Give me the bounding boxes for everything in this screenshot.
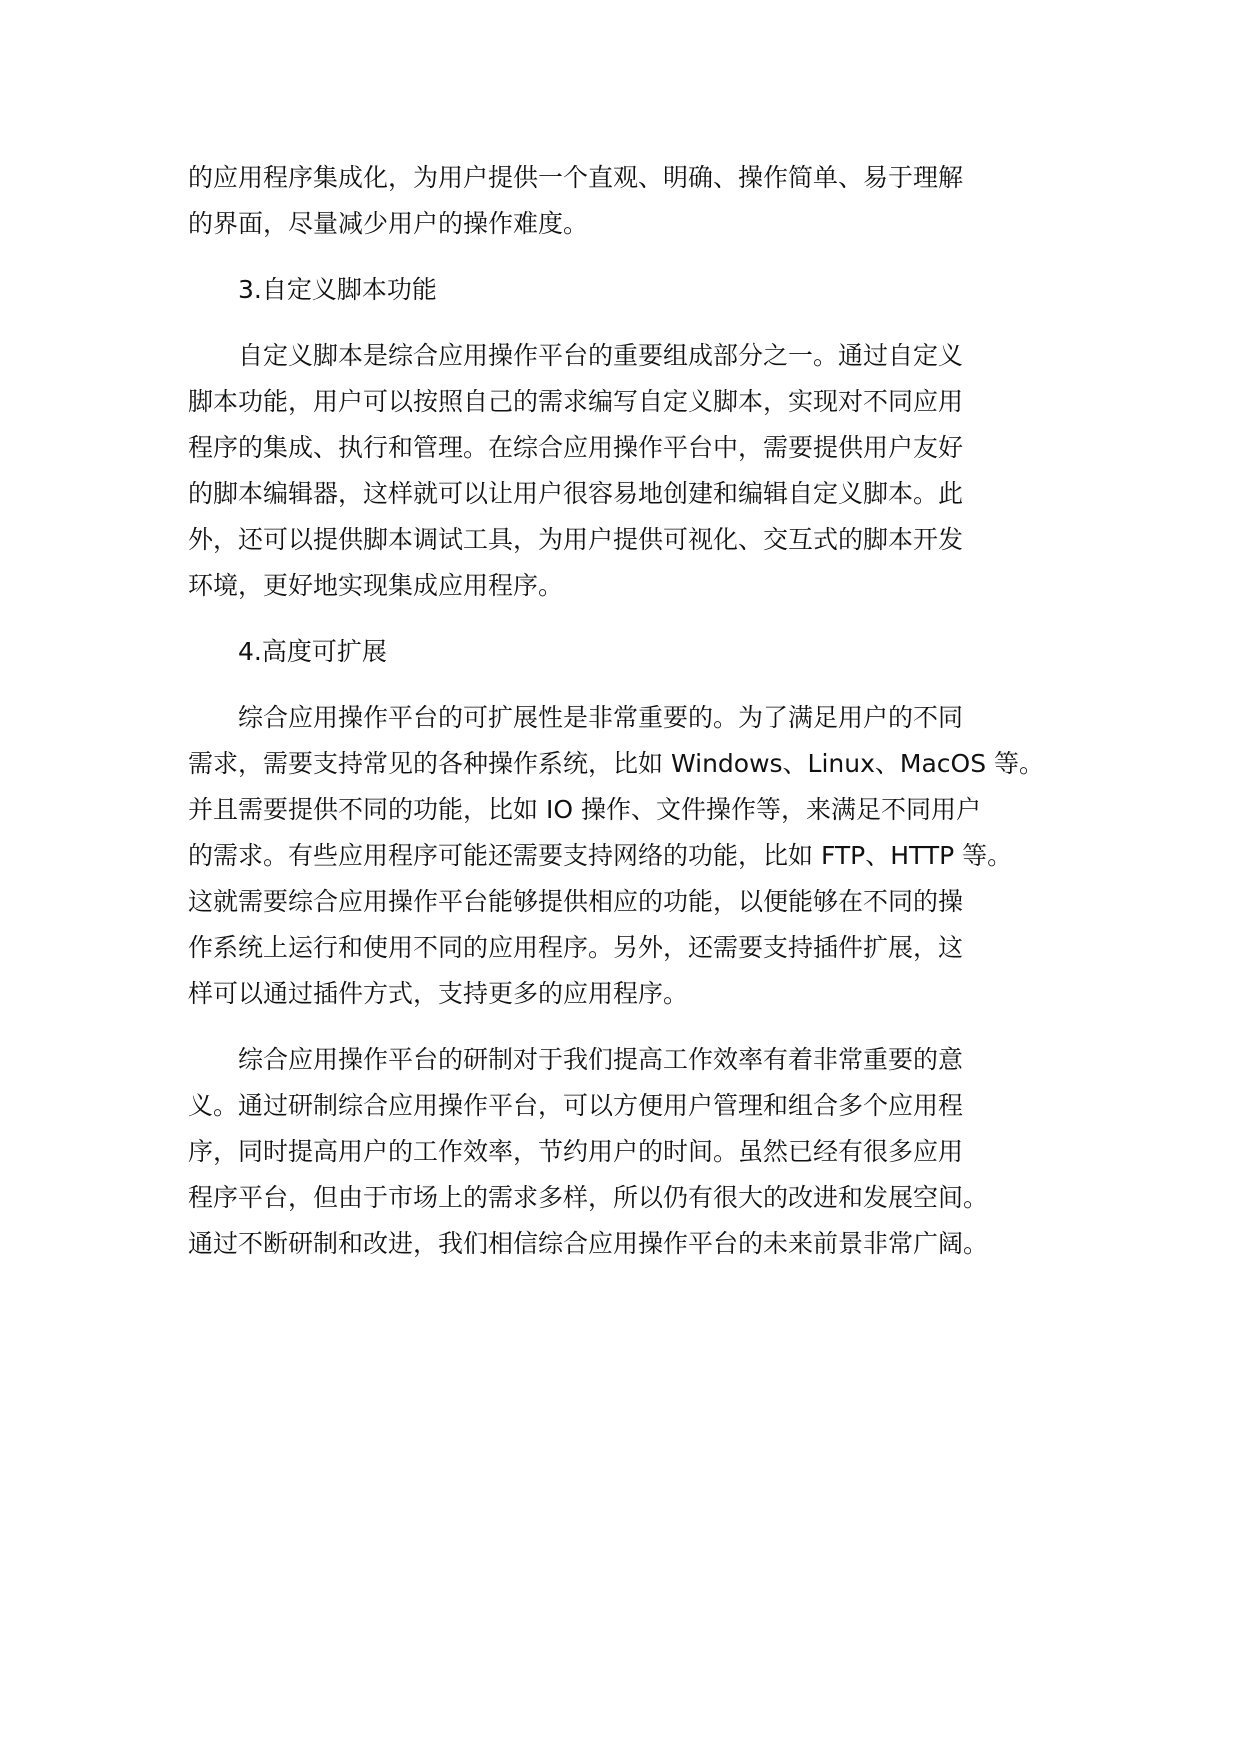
text-line: 的界面，尽量减少用户的操作难度。 xyxy=(188,209,589,238)
paragraph-custom-script xyxy=(188,333,1088,609)
text-line: 的应用程序集成化，为用户提供一个直观、明确、操作简单、易于理解 xyxy=(188,163,964,192)
text-line: 义。通过研制综合应用操作平台，可以方便用户管理和组合多个应用程 xyxy=(188,1091,964,1120)
text-line: 综合应用操作平台的研制对于我们提高工作效率有着非常重要的意 xyxy=(238,1045,964,1074)
paragraph-intro-continuation xyxy=(188,155,1088,247)
text-line: 作系统上运行和使用不同的应用程序。另外，还需要支持插件扩展，这 xyxy=(188,933,964,962)
text-line: 综合应用操作平台的可扩展性是非常重要的。为了满足用户的不同 xyxy=(238,703,964,732)
heading-text: 3.自定义脚本功能 xyxy=(238,275,437,304)
text-line: 外，还可以提供脚本调试工具，为用户提供可视化、交互式的脚本开发 xyxy=(188,525,964,554)
document-body xyxy=(188,155,1088,1287)
paragraph-extensibility xyxy=(188,695,1088,1017)
text-line: 环境，更好地实现集成应用程序。 xyxy=(188,571,564,600)
text-line: 的需求。有些应用程序可能还需要支持网络的功能，比如 FTP、HTTP 等。 xyxy=(188,841,1013,870)
paragraph-conclusion xyxy=(188,1037,1088,1267)
text-line: 样可以通过插件方式，支持更多的应用程序。 xyxy=(188,979,689,1008)
heading-text: 4.高度可扩展 xyxy=(238,637,387,666)
text-line: 自定义脚本是综合应用操作平台的重要组成部分之一。通过自定义 xyxy=(238,341,964,370)
text-line: 脚本功能，用户可以按照自己的需求编写自定义脚本，实现对不同应用 xyxy=(188,387,964,416)
section-heading-3 xyxy=(188,267,1088,313)
text-line: 通过不断研制和改进，我们相信综合应用操作平台的未来前景非常广阔。 xyxy=(188,1229,989,1258)
text-line: 的脚本编辑器，这样就可以让用户很容易地创建和编辑自定义脚本。此 xyxy=(188,479,964,508)
text-line: 并且需要提供不同的功能，比如 IO 操作、文件操作等，来满足不同用户 xyxy=(188,795,981,824)
text-line: 序，同时提高用户的工作效率，节约用户的时间。虽然已经有很多应用 xyxy=(188,1137,964,1166)
section-heading-4 xyxy=(188,629,1088,675)
text-line: 这就需要综合应用操作平台能够提供相应的功能，以便能够在不同的操 xyxy=(188,887,964,916)
text-line: 程序的集成、执行和管理。在综合应用操作平台中，需要提供用户友好 xyxy=(188,433,964,462)
text-line: 程序平台，但由于市场上的需求多样，所以仍有很大的改进和发展空间。 xyxy=(188,1183,989,1212)
text-line: 需求，需要支持常见的各种操作系统，比如 Windows、Linux、MacOS 等。 xyxy=(188,749,1045,778)
